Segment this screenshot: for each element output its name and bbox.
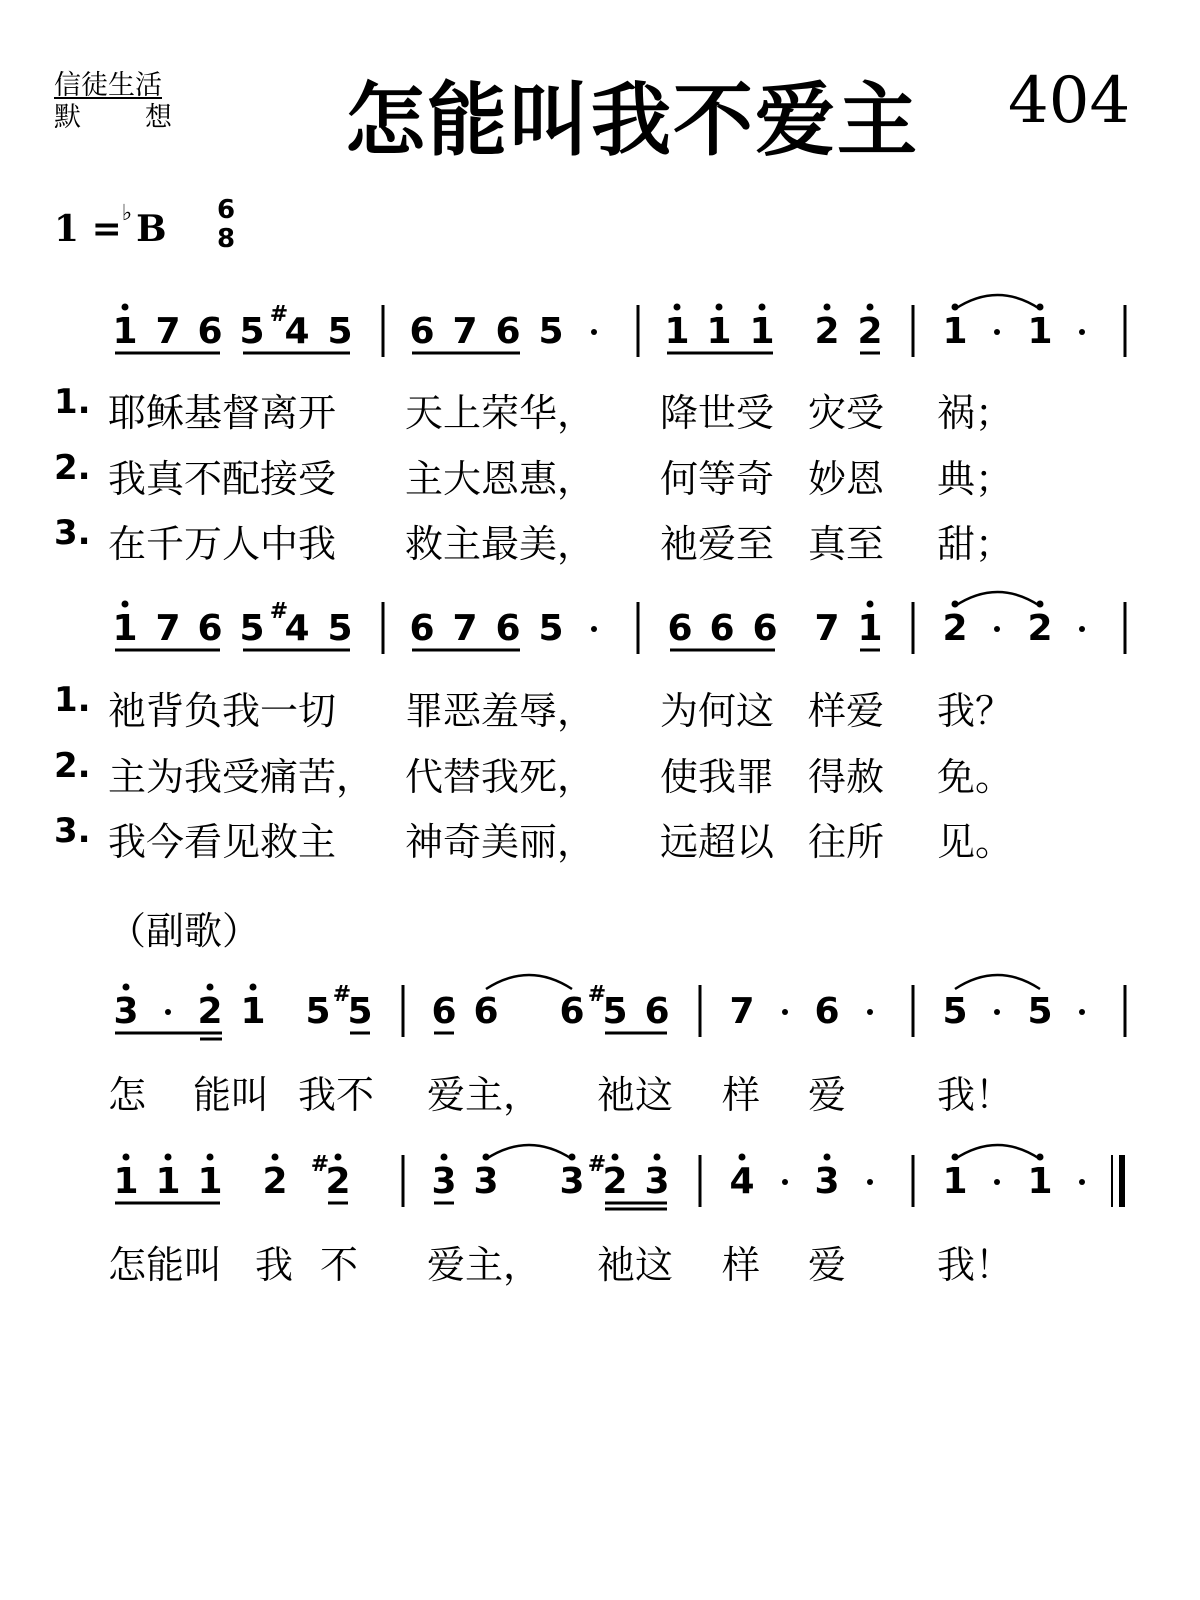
lyric-segment: 我不 <box>298 1073 375 1117</box>
note: 6 <box>667 608 693 649</box>
duration-dot <box>591 626 597 632</box>
octave-dot <box>739 1154 746 1161</box>
note: 1 <box>1027 1161 1053 1202</box>
note: 3 <box>814 1161 840 1202</box>
meter-denominator: 8 <box>216 224 236 254</box>
note: 5 <box>305 991 331 1032</box>
sharp-sign: # <box>269 302 289 327</box>
lyric-line-1-2 <box>54 448 1154 501</box>
duration-dot <box>994 329 1000 335</box>
note: 3 <box>473 1161 499 1202</box>
note: 6 <box>495 608 521 649</box>
lyric-segment: 降世受 <box>660 391 775 435</box>
note: 1 <box>749 311 775 352</box>
lyric-segment: 代替我死， <box>405 755 596 799</box>
octave-dot <box>165 1154 172 1161</box>
note: 5 <box>538 608 564 649</box>
note: 7 <box>155 311 181 352</box>
tie <box>486 975 572 989</box>
meter-numerator: 6 <box>216 195 236 225</box>
octave-dot <box>123 1154 130 1161</box>
lyric-line-2-3 <box>54 811 1154 864</box>
note: 6 <box>559 991 585 1032</box>
duration-dot <box>994 1179 1000 1185</box>
duration-dot <box>867 1179 873 1185</box>
duration-dot <box>1079 626 1085 632</box>
lyric-segment: 祂这 <box>597 1073 674 1117</box>
lyric-segment: 我今看见救主 <box>108 820 337 864</box>
note: 2 <box>262 1161 288 1202</box>
lyric-segment: 神奇美丽， <box>405 820 596 864</box>
tie <box>955 975 1040 989</box>
lyric-segment: 救主最美， <box>405 522 596 566</box>
verse-number: 2. <box>54 746 91 786</box>
duration-dot <box>994 626 1000 632</box>
lyric-segment: 爱 <box>808 1073 847 1117</box>
note: 6 <box>709 608 735 649</box>
octave-dot <box>612 1154 619 1161</box>
lyric-segment: 样 <box>722 1243 761 1287</box>
note: 5 <box>239 608 265 649</box>
note: 2 <box>942 608 968 649</box>
lyric-segment: 我？ <box>937 689 1014 733</box>
note: 4 <box>284 608 310 649</box>
note: 2 <box>602 1161 628 1202</box>
duration-dot <box>1079 329 1085 335</box>
note: 5 <box>538 311 564 352</box>
lyric-segment: 免。 <box>937 755 1014 799</box>
note: 6 <box>197 311 223 352</box>
sharp-sign: # <box>332 982 352 1007</box>
flat-sign: ♭ <box>121 200 133 226</box>
tie <box>955 592 1040 606</box>
lyric-segment: 样 <box>722 1073 761 1117</box>
note: 1 <box>113 1161 139 1202</box>
note: 3 <box>113 991 139 1032</box>
lyric-segment: 我！ <box>937 1243 1014 1287</box>
note: 5 <box>1027 991 1053 1032</box>
lyric-segment: 我真不配接受 <box>108 457 337 501</box>
octave-dot <box>122 601 129 608</box>
duration-dot <box>1079 1179 1085 1185</box>
note: 7 <box>155 608 181 649</box>
duration-dot <box>782 1179 788 1185</box>
lyric-segment: 怎能叫 <box>108 1243 223 1287</box>
note: 2 <box>325 1161 351 1202</box>
lyric-segment: 妙恩 <box>808 457 885 501</box>
duration-dot <box>591 329 597 335</box>
lyric-segment: 天上荣华， <box>405 391 596 435</box>
octave-dot <box>759 304 766 311</box>
lyric-segment: 在千万人中我 <box>108 522 337 566</box>
lyric-segment: 怎 <box>108 1073 147 1117</box>
octave-dot <box>867 601 874 608</box>
note: 1 <box>112 311 138 352</box>
verse-number: 3. <box>54 513 91 553</box>
lyric-segment: 远超以 <box>660 820 775 864</box>
lyric-line-2-2 <box>54 746 1154 799</box>
note: 7 <box>452 311 478 352</box>
category-sub: 默 想 <box>54 102 172 133</box>
note: 1 <box>1027 311 1053 352</box>
octave-dot <box>441 1154 448 1161</box>
note: 7 <box>814 608 840 649</box>
note: 1 <box>155 1161 181 1202</box>
tie <box>486 1145 572 1159</box>
duration-dot <box>867 1009 873 1015</box>
octave-dot <box>716 304 723 311</box>
note: 5 <box>942 991 968 1032</box>
lyric-segment: 祸； <box>937 391 1014 435</box>
note: 6 <box>409 311 435 352</box>
lyric-segment: 见。 <box>937 820 1014 864</box>
verse-number: 1. <box>54 680 91 720</box>
lyric-segment: 何等奇 <box>660 457 775 501</box>
note: 7 <box>452 608 478 649</box>
octave-dot <box>250 984 257 991</box>
lyric-segment: 得赦 <box>808 755 885 799</box>
lyric-line-3 <box>54 1064 1154 1117</box>
note: 6 <box>197 608 223 649</box>
lyric-segment: 真至 <box>808 522 885 566</box>
category-label: 信徒生活 <box>54 70 162 101</box>
lyric-segment: 灾受 <box>808 391 885 435</box>
sharp-sign: # <box>587 982 607 1007</box>
lyric-segment: 能叫 <box>193 1073 270 1117</box>
note: 3 <box>559 1161 585 1202</box>
note: 1 <box>112 608 138 649</box>
sharp-sign: # <box>587 1152 607 1177</box>
lyric-line-1-3 <box>54 513 1154 566</box>
octave-dot <box>867 304 874 311</box>
lyric-segment: 我！ <box>937 1073 1014 1117</box>
duration-dot <box>1079 1009 1085 1015</box>
lyric-segment: 往所 <box>808 820 885 864</box>
note: 3 <box>431 1161 457 1202</box>
note: 1 <box>197 1161 223 1202</box>
lyric-segment: 样爱 <box>808 689 885 733</box>
note: 1 <box>942 1161 968 1202</box>
lyric-segment: 祂这 <box>597 1243 674 1287</box>
octave-dot <box>272 1154 279 1161</box>
lyric-segment: 使我罪 <box>660 755 775 799</box>
tie <box>955 1145 1040 1159</box>
lyric-segment: 罪恶羞辱， <box>405 689 596 733</box>
note: 6 <box>495 311 521 352</box>
note: 1 <box>857 608 883 649</box>
lyric-line-4 <box>54 1234 1154 1287</box>
hymn-title: 怎能叫我不爱主 <box>345 73 919 167</box>
octave-dot <box>335 1154 342 1161</box>
duration-dot <box>165 1009 171 1015</box>
octave-dot <box>123 984 130 991</box>
note: 6 <box>473 991 499 1032</box>
note: 5 <box>327 311 353 352</box>
note: 2 <box>857 311 883 352</box>
lyric-segment: 典； <box>937 457 1014 501</box>
octave-dot <box>654 1154 661 1161</box>
verse-number: 2. <box>54 448 91 488</box>
octave-dot <box>824 1154 831 1161</box>
note: 3 <box>644 1161 670 1202</box>
note: 6 <box>409 608 435 649</box>
lyric-line-2-1 <box>54 680 1154 733</box>
lyric-segment: 不 <box>320 1243 359 1287</box>
lyric-segment: 爱主， <box>427 1073 542 1117</box>
lyric-segment: 甜； <box>937 522 1014 566</box>
note: 6 <box>752 608 778 649</box>
hymn-number: 404 <box>1008 64 1131 138</box>
lyric-segment: 耶稣基督离开 <box>108 391 337 435</box>
octave-dot <box>207 984 214 991</box>
note: 1 <box>942 311 968 352</box>
note: 5 <box>327 608 353 649</box>
note: 6 <box>644 991 670 1032</box>
note: 5 <box>602 991 628 1032</box>
note: 7 <box>729 991 755 1032</box>
note: 2 <box>197 991 223 1032</box>
verse-number: 1. <box>54 382 91 422</box>
key-signature: 1 =♭ B <box>54 200 167 250</box>
lyric-segment: 我 <box>255 1243 294 1287</box>
note: 6 <box>814 991 840 1032</box>
note: 1 <box>664 311 690 352</box>
octave-dot <box>674 304 681 311</box>
note: 2 <box>814 311 840 352</box>
note: 4 <box>284 311 310 352</box>
sharp-sign: # <box>269 599 289 624</box>
lyric-segment: 爱 <box>808 1243 847 1287</box>
note: 5 <box>239 311 265 352</box>
note: 6 <box>431 991 457 1032</box>
note: 4 <box>729 1161 755 1202</box>
lyric-segment: 主大恩惠， <box>405 457 596 501</box>
duration-dot <box>782 1009 788 1015</box>
note: 1 <box>706 311 732 352</box>
lyric-segment: 祂爱至 <box>660 522 775 566</box>
lyric-segment: 主为我受痛苦， <box>108 755 375 799</box>
lyric-segment: 爱主， <box>427 1243 542 1287</box>
note: 5 <box>347 991 373 1032</box>
tie <box>955 295 1040 309</box>
duration-dot <box>994 1009 1000 1015</box>
octave-dot <box>207 1154 214 1161</box>
sharp-sign: # <box>310 1152 330 1177</box>
octave-dot <box>824 304 831 311</box>
octave-dot <box>122 304 129 311</box>
verse-number: 3. <box>54 811 91 851</box>
lyric-line-1-1 <box>54 382 1154 435</box>
lyric-segment: 祂背负我一切 <box>108 689 337 733</box>
note: 1 <box>240 991 266 1032</box>
chorus-label: （副歌） <box>108 909 261 953</box>
note: 2 <box>1027 608 1053 649</box>
lyric-segment: 为何这 <box>660 689 775 733</box>
